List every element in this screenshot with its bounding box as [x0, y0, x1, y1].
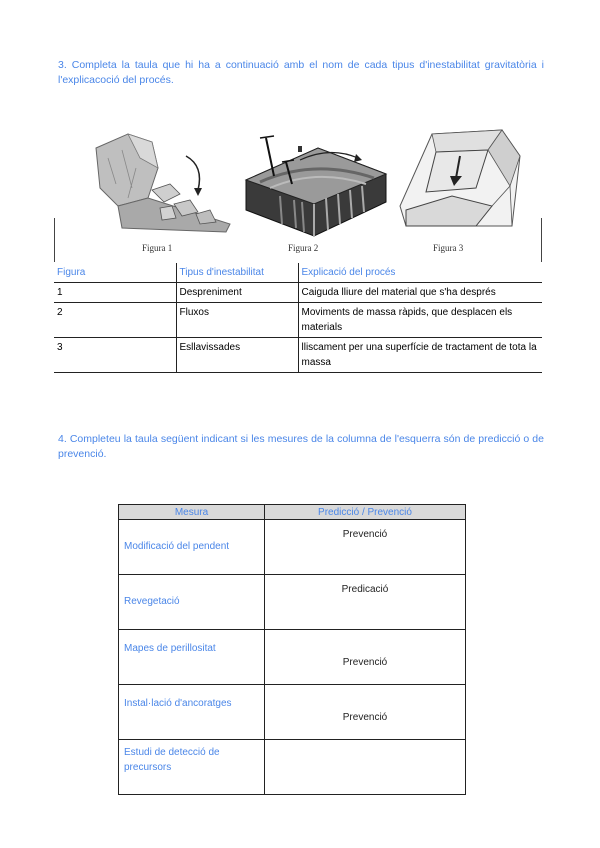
- instability-table-header: [54, 263, 542, 283]
- cell-explicacio: Moviments de massa ràpids, que desplacen els materials: [298, 303, 542, 338]
- cell-mesura: Revegetació: [119, 575, 265, 630]
- figure-1-border-line: [54, 218, 55, 262]
- cell-mesura: Instal·lació d'ancoratges: [119, 685, 265, 740]
- header-prediccio-prevencio: Predicció / Prevenció: [265, 505, 466, 520]
- cell-tipus-mesura: Prevenció: [265, 685, 466, 740]
- header-tipus: Tipus d'inestabilitat: [176, 263, 298, 283]
- cell-tipus: Esllavissades: [176, 338, 298, 373]
- measures-table-header: [119, 505, 466, 520]
- figure-3-border-line: [541, 218, 542, 262]
- table-row: [119, 630, 466, 685]
- cell-figura: 3: [54, 338, 176, 373]
- cell-tipus-mesura: Prevenció: [265, 520, 466, 575]
- measures-table: [118, 504, 466, 795]
- table-row: [119, 685, 466, 740]
- cell-tipus-mesura: Prevenció: [265, 630, 466, 685]
- instability-table: [54, 263, 542, 373]
- figure-1-rockfall-image: [88, 128, 238, 240]
- figure-1-caption: Figura 1: [142, 243, 173, 253]
- cell-mesura: Estudi de detecció de precursors: [119, 740, 265, 795]
- question-3-text: 3. Completa la taula que hi ha a continuació amb el nom de cada tipus d'inestabilitat gravitatòria i l'explicacoció del procés.: [58, 59, 544, 86]
- cell-tipus-mesura: [265, 740, 466, 795]
- table-row: [119, 575, 466, 630]
- cell-tipus-mesura: Predicació: [265, 575, 466, 630]
- cell-tipus: Despreniment: [176, 283, 298, 303]
- cell-figura: 1: [54, 283, 176, 303]
- table-row: [119, 740, 466, 795]
- cell-explicacio: Caiguda lliure del material que s'ha després: [298, 283, 542, 303]
- header-figura: Figura: [54, 263, 176, 283]
- cell-explicacio: lliscament per una superfície de tractament de tota la massa: [298, 338, 542, 373]
- table-row: [54, 338, 542, 373]
- table-row: [54, 283, 542, 303]
- figure-2-flow-image: [240, 128, 390, 240]
- cell-mesura: Modificació del pendent: [119, 520, 265, 575]
- cell-tipus: Fluxos: [176, 303, 298, 338]
- header-mesura: Mesura: [119, 505, 265, 520]
- header-explicacio: Explicació del procés: [298, 263, 542, 283]
- table-row: [119, 520, 466, 575]
- figure-3-landslide-image: [392, 126, 542, 240]
- figure-2-caption: Figura 2: [288, 243, 319, 253]
- cell-figura: 2: [54, 303, 176, 338]
- question-4-text: 4. Completeu la taula següent indicant si les mesures de la columna de l'esquerra són de predicció o de prevenció.: [58, 433, 544, 460]
- figure-3-caption: Figura 3: [433, 243, 464, 253]
- table-row: [54, 303, 542, 338]
- cell-mesura: Mapes de perillositat: [119, 630, 265, 685]
